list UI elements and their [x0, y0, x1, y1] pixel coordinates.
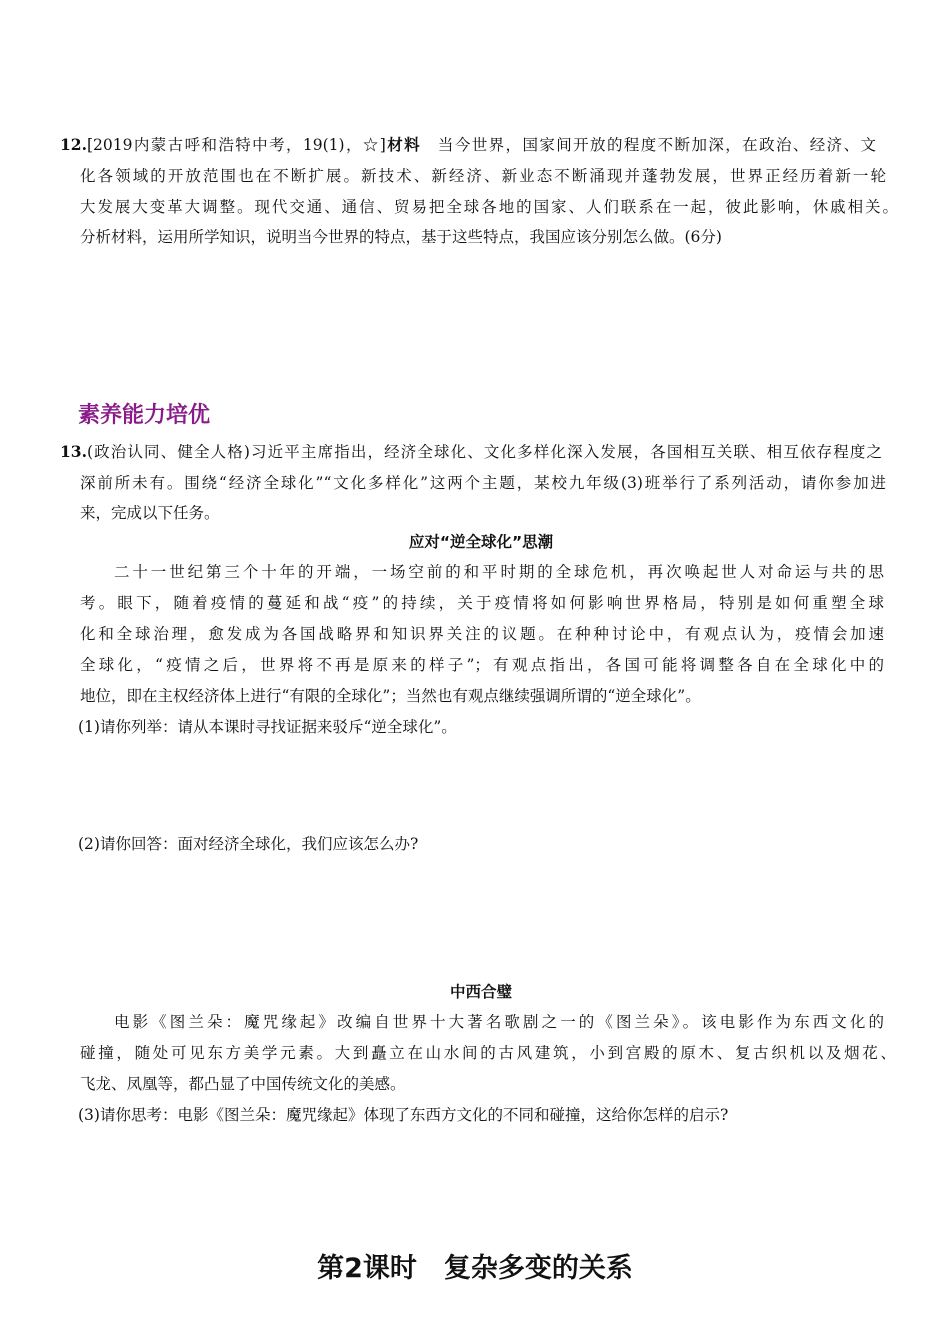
q13-line-1	[60, 442, 882, 462]
passage2-line-3: 飞龙、凤凰等，都凸显了中国传统文化的美感。	[80, 1075, 406, 1093]
sub-question-3: (3)请你思考：电影《图兰朵：魔咒缘起》体现了东西方文化的不同和碰撞，这给你怎样的启示?	[78, 1106, 729, 1124]
passage1-line-5: 地位，即在主权经济体上进行“有限的全球化”；当然也有观点继续强调所谓的“逆全球化”。	[80, 687, 701, 705]
q12-line-4: 分析材料，运用所学知识，说明当今世界的特点，基于这些特点，我国应该分别怎么做。(6分)	[80, 228, 722, 246]
part1-title: 应对“逆全球化”思潮	[408, 533, 554, 551]
q12-line-1	[60, 135, 876, 155]
q12-line-2: 化各领域的开放范围也在不断扩展。新技术、新经济、新业态不断涌现并蓬勃发展，世界正经历着新一轮	[80, 167, 886, 185]
passage1-line-4: 全球化，“疫情之后，世界将不再是原来的样子”；有观点指出，各国可能将调整各自在全球化中的	[80, 656, 884, 674]
q13-line-2: 深前所未有。围绕“经济全球化”“文化多样化”这两个主题，某校九年级(3)班举行了系列活动，请你参加进	[80, 474, 886, 492]
question-source: [2019内蒙古呼和浩特中考，19(1)，☆]	[86, 136, 386, 154]
section-title: 素养能力培优	[78, 403, 211, 428]
material-label: 材料	[385, 135, 422, 154]
q12-line-3: 大发展大变革大调整。现代交通、通信、贸易把全球各地的国家、人们联系在一起，彼此影响，休戚相关。	[80, 198, 898, 216]
question-text: 当今世界，国家间开放的程度不断加深，在政治、经济、文	[421, 136, 876, 154]
part2-title: 中西合璧	[449, 983, 512, 1001]
lesson-title: 第2课时 复杂多变的关系	[317, 1253, 633, 1284]
sub-question-1: (1)请你列举：请从本课时寻找证据来驳斥“逆全球化”。	[78, 718, 457, 736]
question-number: 12.	[60, 135, 87, 154]
passage1-line-3: 化和全球治理，愈发成为各国战略界和知识界关注的议题。在种种讨论中，有观点认为，疫情会加速	[80, 625, 884, 643]
q13-line-3: 来，完成以下任务。	[80, 504, 220, 522]
question-text: (政治认同、健全人格)习近平主席指出，经济全球化、文化多样化深入发展，各国相互关联、相互依存程度之	[86, 443, 882, 461]
passage1-line-2: 考。眼下，随着疫情的蔓延和战“疫”的持续，关于疫情将如何影响世界格局，特别是如何重塑全球	[80, 594, 884, 612]
passage2-line-1: 电影《图兰朵：魔咒缘起》改编自世界十大著名歌剧之一的《图兰朵》。该电影作为东西文化的	[114, 1013, 884, 1031]
question-number: 13.	[60, 442, 87, 461]
passage2-line-2: 碰撞，随处可见东方美学元素。大到矗立在山水间的古风建筑，小到宫殿的原木、复古织机以及烟花、	[80, 1044, 896, 1062]
passage1-line-1: 二十一世纪第三个十年的开端，一场空前的和平时期的全球危机，再次唤起世人对命运与共的思	[114, 563, 884, 581]
sub-question-2: (2)请你回答：面对经济全球化，我们应该怎么办?	[78, 835, 419, 853]
